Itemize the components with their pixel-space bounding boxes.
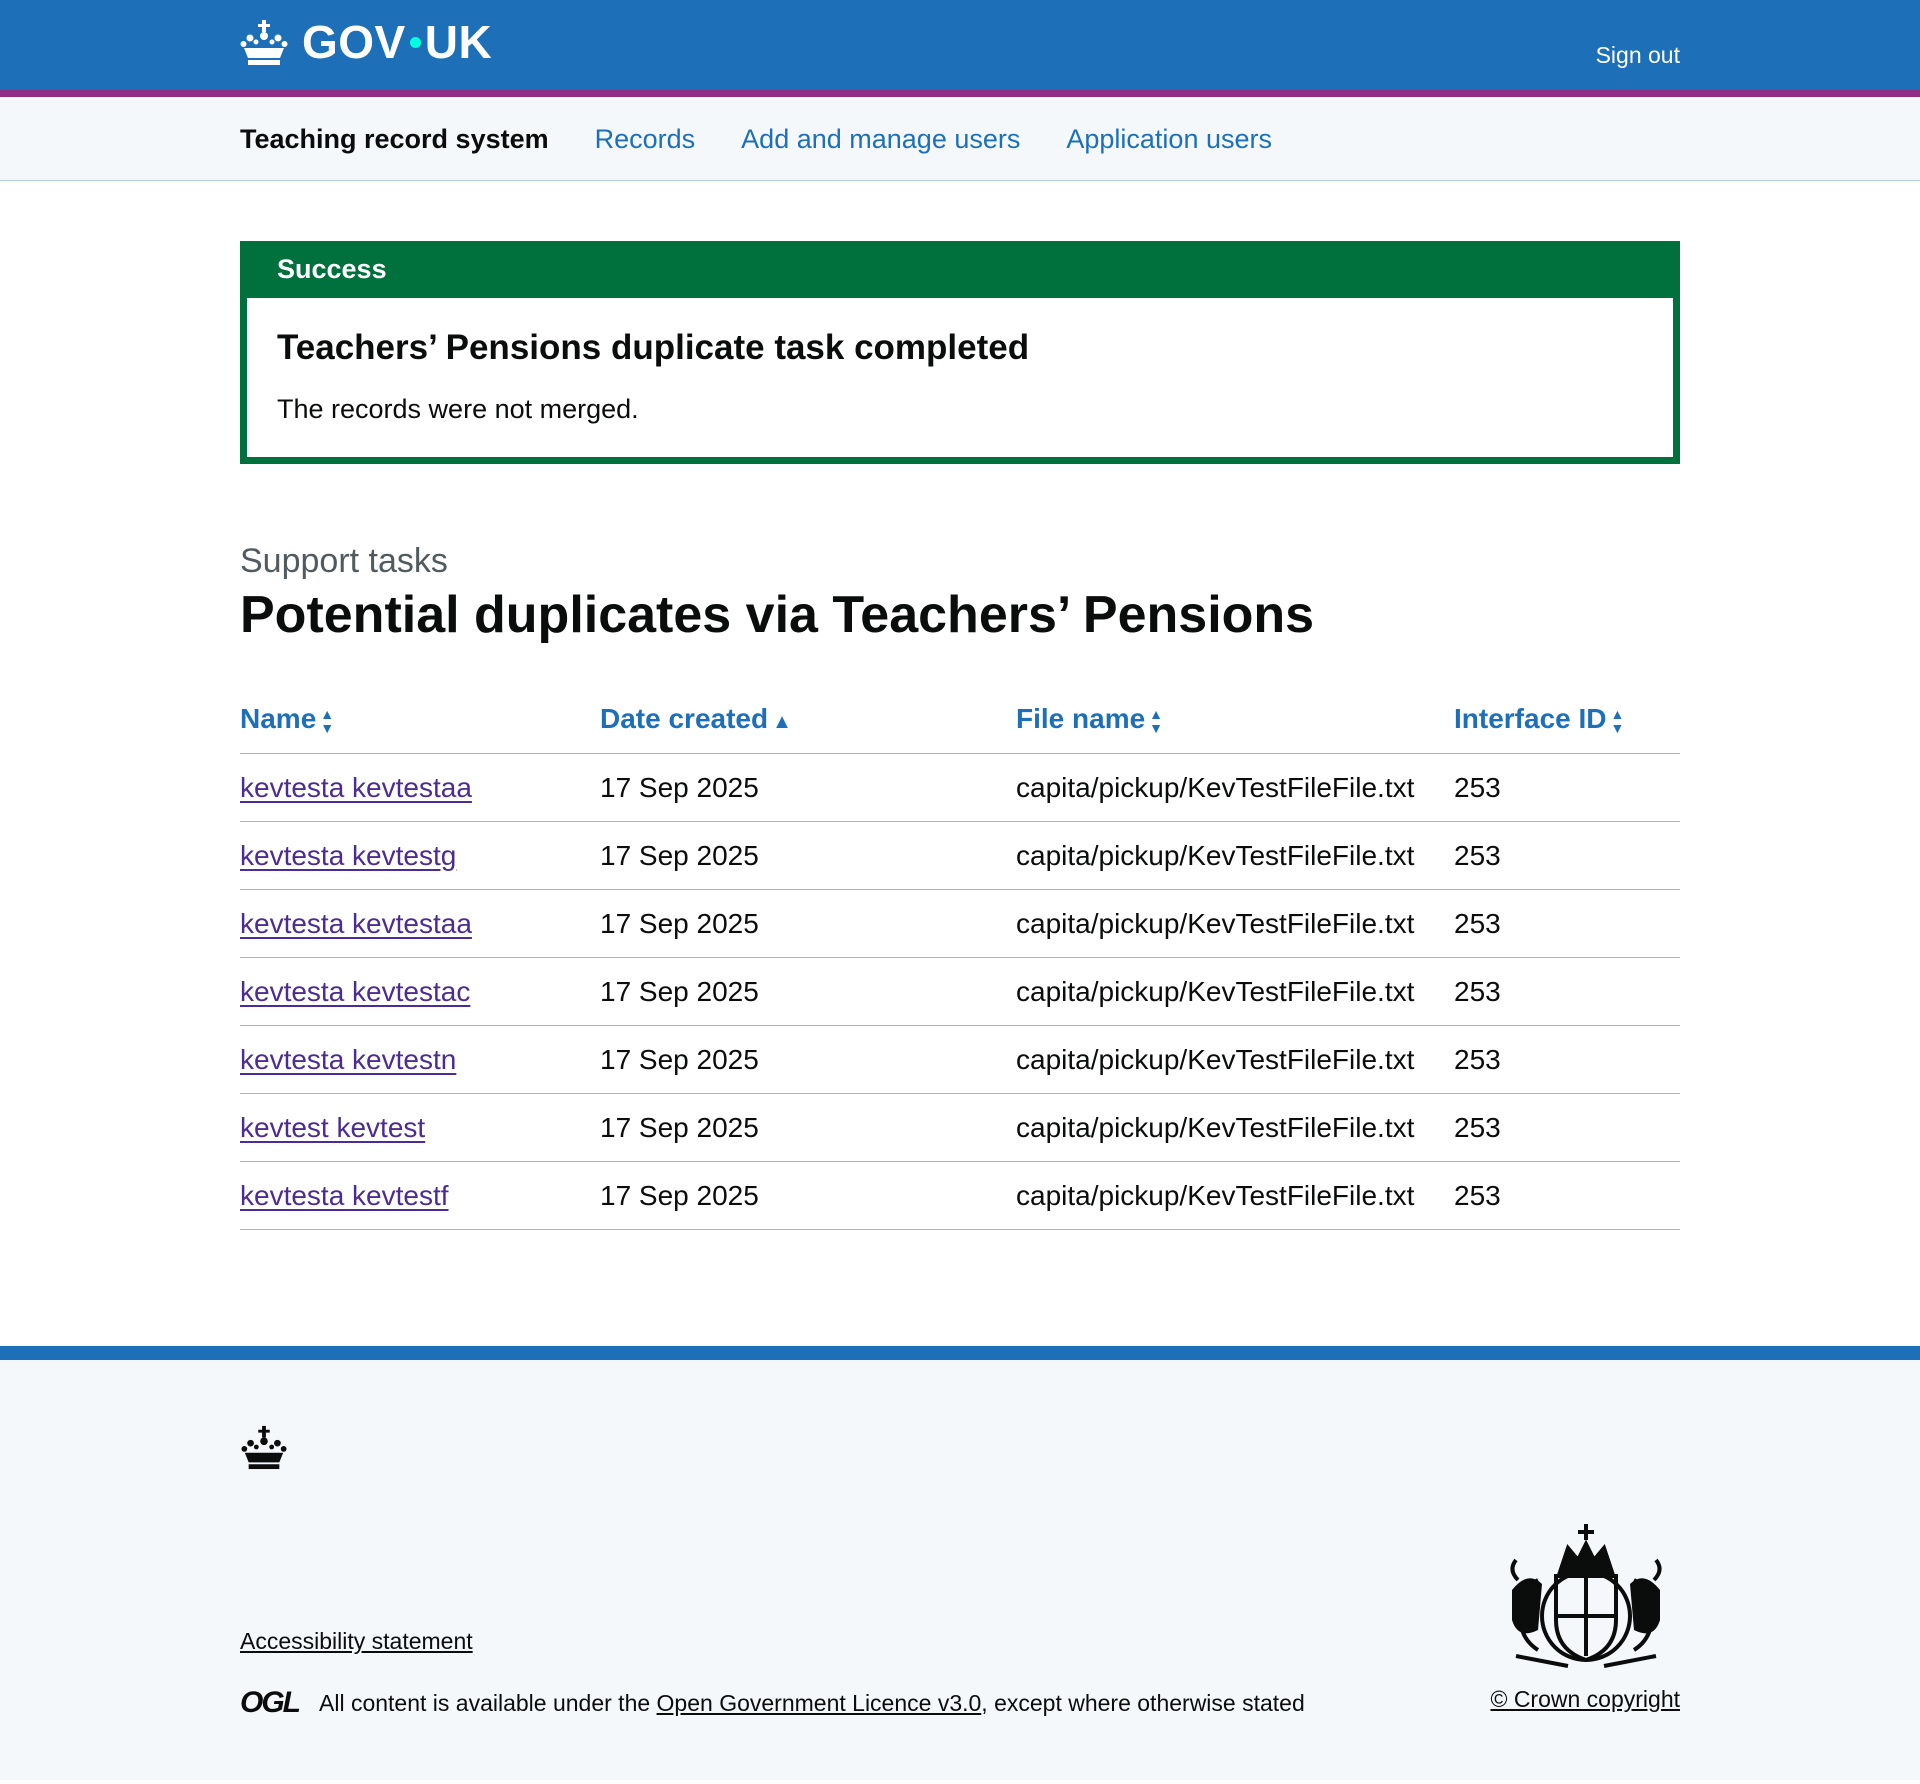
duplicates-table xyxy=(240,703,1680,1230)
banner-text: The records were not merged. xyxy=(277,394,639,424)
royal-coat-of-arms-icon xyxy=(1498,1520,1674,1670)
column-header-file-name[interactable] xyxy=(1016,703,1454,754)
row-interface-id: 253 xyxy=(1454,890,1680,958)
table-row xyxy=(240,1026,1680,1094)
nav-link-records[interactable]: Records xyxy=(594,123,696,154)
sort-ascending-icon: ▲ xyxy=(772,711,792,733)
banner-title: Success xyxy=(247,248,1673,298)
row-name-link[interactable]: kevtesta kevtestg xyxy=(240,839,457,871)
sort-both-icon: ▲ ▼ xyxy=(320,705,335,736)
govuk-logotype xyxy=(302,16,493,68)
row-date: 17 Sep 2025 xyxy=(600,754,1016,822)
banner-content xyxy=(247,298,1673,457)
row-file: capita/pickup/KevTestFileFile.txt xyxy=(1016,1162,1454,1230)
row-interface-id: 253 xyxy=(1454,958,1680,1026)
crown-icon xyxy=(240,1424,288,1470)
row-date: 17 Sep 2025 xyxy=(600,822,1016,890)
column-header-date-label: Date created xyxy=(600,703,769,734)
row-file: capita/pickup/KevTestFileFile.txt xyxy=(1016,822,1454,890)
ogl-logo: OGL xyxy=(240,1686,299,1719)
sign-out-link[interactable]: Sign out xyxy=(1595,42,1680,68)
column-header-name[interactable] xyxy=(240,703,600,754)
row-interface-id: 253 xyxy=(1454,1026,1680,1094)
row-interface-id: 253 xyxy=(1454,822,1680,890)
banner-heading: Teachers’ Pensions duplicate task completed xyxy=(277,328,1030,367)
row-date: 17 Sep 2025 xyxy=(600,1026,1016,1094)
row-name-link[interactable]: kevtesta kevtestf xyxy=(240,1179,449,1211)
header-stripe xyxy=(0,90,1920,97)
table-row xyxy=(240,1162,1680,1230)
govuk-logo-link[interactable] xyxy=(240,18,492,66)
row-file: capita/pickup/KevTestFileFile.txt xyxy=(1016,958,1454,1026)
table-row xyxy=(240,890,1680,958)
row-date: 17 Sep 2025 xyxy=(600,1094,1016,1162)
gov-footer xyxy=(0,1346,1920,1780)
logo-text-uk: UK xyxy=(424,16,493,68)
row-name-link[interactable]: kevtesta kevtestaa xyxy=(240,771,472,803)
row-name-link[interactable]: kevtesta kevtestn xyxy=(240,1043,457,1075)
open-government-licence-link[interactable]: Open Government Licence v3.0 xyxy=(656,1689,982,1716)
service-navigation xyxy=(0,97,1920,181)
crown-copyright-link[interactable]: © Crown copyright xyxy=(1490,1686,1680,1712)
column-header-date-created[interactable] xyxy=(600,703,1016,754)
row-file: capita/pickup/KevTestFileFile.txt xyxy=(1016,890,1454,958)
nav-link-add-manage-users[interactable]: Add and manage users xyxy=(741,123,1021,154)
row-file: capita/pickup/KevTestFileFile.txt xyxy=(1016,754,1454,822)
sort-both-icon: ▲ ▼ xyxy=(1610,705,1625,736)
licence-statement xyxy=(240,1686,1305,1720)
page-caption: Support tasks xyxy=(240,542,448,580)
sort-both-icon: ▲ ▼ xyxy=(1149,705,1164,736)
licence-suffix: , except where otherwise stated xyxy=(981,1689,1305,1716)
column-header-interface-label: Interface ID xyxy=(1454,703,1607,734)
success-notification-banner xyxy=(240,241,1680,464)
row-name-link[interactable]: kevtesta kevtestac xyxy=(240,975,471,1007)
row-interface-id: 253 xyxy=(1454,754,1680,822)
logo-text-gov: GOV xyxy=(302,16,406,68)
gov-header xyxy=(0,0,1920,90)
table-row xyxy=(240,822,1680,890)
row-date: 17 Sep 2025 xyxy=(600,890,1016,958)
row-date: 17 Sep 2025 xyxy=(600,958,1016,1026)
logo-dot xyxy=(410,37,421,48)
row-name-link[interactable]: kevtest kevtest xyxy=(240,1111,426,1143)
column-header-file-label: File name xyxy=(1016,703,1146,734)
main-content xyxy=(0,181,1920,1230)
table-header-row xyxy=(240,703,1680,754)
row-name-link[interactable]: kevtesta kevtestaa xyxy=(240,907,472,939)
crown-icon xyxy=(240,18,288,66)
row-file: capita/pickup/KevTestFileFile.txt xyxy=(1016,1094,1454,1162)
row-interface-id: 253 xyxy=(1454,1162,1680,1230)
row-date: 17 Sep 2025 xyxy=(600,1162,1016,1230)
table-row xyxy=(240,1094,1680,1162)
accessibility-statement-link[interactable]: Accessibility statement xyxy=(240,1628,473,1654)
table-row xyxy=(240,754,1680,822)
column-header-name-label: Name xyxy=(240,703,317,734)
nav-link-application-users[interactable]: Application users xyxy=(1066,123,1272,154)
service-name[interactable]: Teaching record system xyxy=(240,123,549,154)
column-header-interface-id[interactable] xyxy=(1454,703,1680,754)
row-interface-id: 253 xyxy=(1454,1094,1680,1162)
table-row xyxy=(240,958,1680,1026)
licence-prefix: All content is available under the xyxy=(319,1689,657,1716)
row-file: capita/pickup/KevTestFileFile.txt xyxy=(1016,1026,1454,1094)
page-title: Potential duplicates via Teachers’ Pensions xyxy=(240,586,1315,644)
